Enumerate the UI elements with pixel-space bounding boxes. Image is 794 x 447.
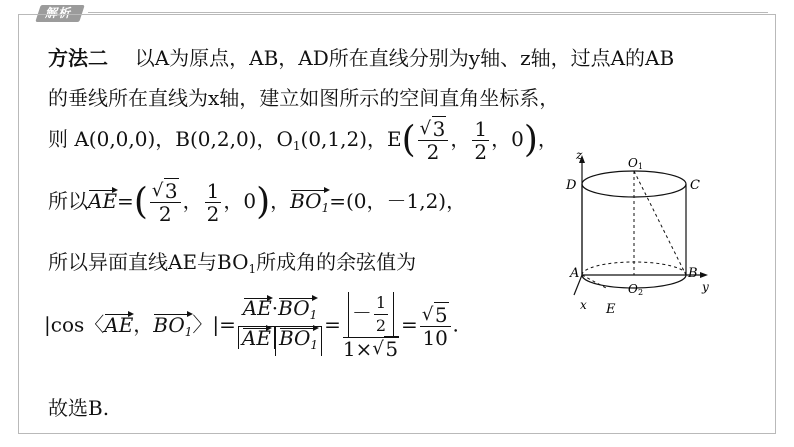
label-y: y	[702, 280, 709, 294]
vector-bo1-sub: 1	[321, 201, 330, 215]
vector-bo1	[290, 189, 329, 215]
line-3-o1-coords: (0,1,2)，E	[300, 127, 402, 151]
label-b: B	[688, 266, 698, 281]
abs-fraction	[343, 292, 399, 360]
label-c: C	[690, 178, 700, 193]
label: BO	[278, 325, 311, 350]
minus-sign: －	[351, 301, 372, 325]
close-paren: )	[523, 119, 538, 161]
solution-line-4: 所以AE=( √ $\frac{3}{2}$ ， $\frac{1}{2}$ ，0)，$BO_1=(0$，－1,2)，	[48, 180, 466, 225]
final-answer-text: 故选B.	[48, 396, 110, 420]
cos-vector-bo1-sub: 1	[184, 324, 193, 339]
label-x: x	[580, 298, 587, 312]
bo1-value: =(0，－1,2)，	[329, 189, 467, 213]
line-5-tail: 所成角的余弦值为	[256, 250, 417, 274]
equals-2: =	[324, 312, 341, 337]
line-2-text: 的垂线所在直线为x轴，建立如图所示的空间直角坐标系，	[48, 86, 560, 110]
denominator: 10	[422, 325, 448, 350]
equals-3: =	[401, 312, 418, 337]
denominator: 2	[375, 316, 387, 335]
label-d: D	[566, 178, 577, 193]
sub: 1	[309, 307, 318, 322]
numerator-vector-ae: AE	[242, 295, 272, 320]
open-paren: (	[133, 181, 148, 223]
fraction-sqrt3-over-2	[150, 180, 181, 225]
denominator: 2	[158, 202, 172, 226]
close-paren: )	[256, 181, 271, 223]
cos-vector-bo1-label: BO	[153, 312, 185, 337]
label-o2: O	[628, 282, 638, 296]
line-3-prefix: 则 A(0,0,0)，B(0,2,0)，O	[48, 127, 293, 151]
fraction-sqrt3-over-2	[418, 118, 449, 163]
segment-a-e	[582, 275, 606, 288]
denominator-vector-bo1	[279, 327, 318, 356]
label-o1: O	[628, 156, 638, 170]
line-1-text: 以A为原点，AB，AD所在直线分别为y轴、z轴，过点A的AB	[134, 46, 675, 70]
fraction-1-over-2	[472, 118, 489, 163]
y-axis-arrow	[700, 272, 708, 278]
line-3-o1-sub: 1	[292, 139, 301, 153]
segment-o1-b	[634, 171, 686, 275]
radicand: 3	[432, 117, 446, 141]
label-o2-sub: 2	[638, 288, 644, 297]
cos-vector-ae: AE	[104, 312, 134, 337]
cosine-equation	[44, 292, 459, 360]
radicand: 3	[164, 179, 178, 203]
cos-comma: ，	[133, 312, 154, 337]
solution-line-5	[48, 246, 416, 276]
line-3-end: ，	[537, 127, 558, 151]
line-5-text: 所以异面直线AE与BO	[48, 250, 249, 274]
solution-line-2	[48, 82, 559, 111]
method-label: 方法二	[48, 46, 108, 70]
den-left: 1×	[342, 337, 373, 361]
line-5-sub: 1	[248, 262, 257, 276]
numerator: 1	[474, 117, 488, 141]
cos-vector-bo1	[153, 313, 192, 339]
radicand: 5	[434, 302, 448, 327]
equals: =	[117, 189, 134, 213]
line-4-prefix: 所以	[48, 189, 88, 213]
vector-ae: AE	[88, 189, 118, 213]
inner-fraction	[374, 292, 388, 337]
label-e: E	[606, 302, 616, 317]
fraction-1-over-2	[205, 180, 222, 225]
end-dot: .	[452, 312, 459, 337]
numerator-vector-bo1	[278, 297, 317, 326]
cylinder-figure	[560, 145, 735, 320]
denominator: 2	[206, 202, 220, 226]
result-fraction	[420, 304, 451, 349]
dot: ·	[271, 295, 279, 320]
numerator: 1	[206, 179, 220, 203]
line-4-tail: ，0	[223, 189, 257, 213]
sub: 1	[310, 337, 319, 352]
header-tab-label: 解析	[45, 6, 72, 20]
vector-bo1-label: BO	[290, 189, 322, 213]
numerator: 1	[374, 292, 388, 315]
denominator: 2	[426, 140, 440, 164]
denominator-vector-ae: AE	[241, 325, 271, 350]
line-3-tail: ，0	[491, 127, 524, 151]
solution-line-3: 则 A(0,0,0)，B(0,2,0)，$O_1(0,1,2)$，E( √ $\frac{3}{2}$ ， $\frac{1}{2}$ ，0)，	[48, 118, 558, 163]
header-rule	[88, 12, 768, 13]
cos-suffix: 〉|=	[192, 312, 236, 337]
separator: ，	[270, 189, 291, 213]
open-paren: (	[401, 119, 416, 161]
label: BO	[278, 295, 310, 320]
label-z: z	[576, 148, 583, 162]
radicand: 5	[385, 337, 399, 361]
dot-product-fraction	[238, 297, 322, 356]
cos-prefix: |cos〈	[44, 312, 105, 337]
final-answer	[48, 392, 109, 421]
label-o1-sub: 1	[638, 162, 644, 171]
solution-line-1	[48, 42, 674, 71]
label-a: A	[570, 266, 580, 281]
denominator: 2	[474, 140, 488, 164]
